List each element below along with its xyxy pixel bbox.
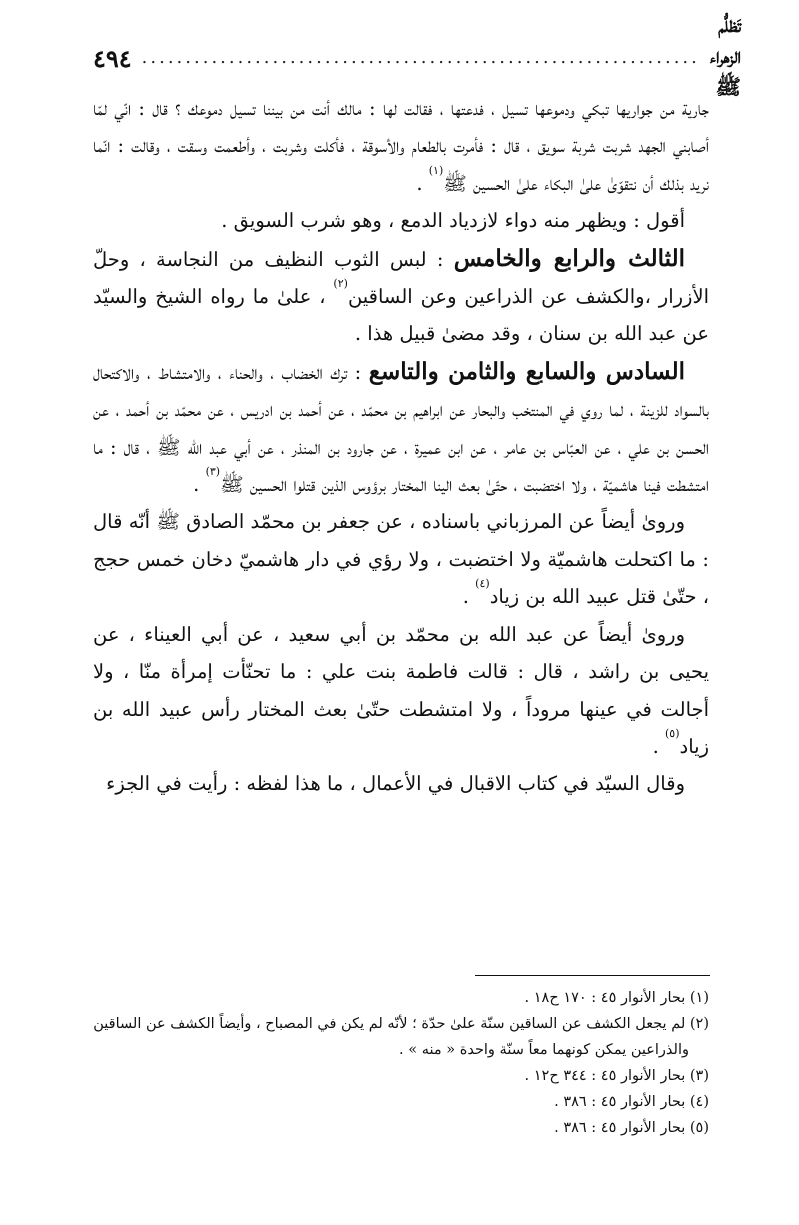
paragraph-text: : ترك الخضاب ، والحناء ، والامتشاط ، والاكتحال بالسواد للزينة ، لما روي في المنتخب والبحار عن ابراهيم بن محمّد ، عن أحمد بن ادريس ، عن محمّد بن أحمد ، عن الحسن بن علي ، عن العبّاس بن عامر ، عن ابن عميرة ، عن جارود بن المنذر ، عن أبي عبد الله ﷺ ، قال : ما امتشطت فينا هاشميّة ، ولا اختضبت ، حتّىٰ بعث الينا المختار برؤوس الذين قتلوا الحسين ﷺ xyxy=(93,360,709,497)
paragraph-tail: ، علىٰ ما رواه الشيخ والسيّد عن عبد الله بن سنان ، وقد مضىٰ قبيل هذا . xyxy=(93,285,709,346)
footnote: (١) بحار الأنوار ٤٥ : ١٧٠ ح١٨ . xyxy=(524,990,709,1006)
footnote-ref: (١) xyxy=(428,163,444,177)
section-lead: الثالث والرابع والخامس xyxy=(453,244,686,272)
paragraph-text: ورویٰ أيضاً عن المرزباني باسناده ، عن جعفر بن محمّد الصادق ﷺ أنّه قال : ما اكتحلت هاشميّة ولا اختضبت ، ولا رؤي في دار هاشميّ دخان خمس حجج ، حتّىٰ قتل عبيد الله بن زياد xyxy=(93,510,709,609)
paragraph xyxy=(93,765,709,802)
footnote: (٥) بحار الأنوار ٤٥ : ٣٨٦ . xyxy=(554,1120,709,1136)
footnote-ref: (٢) xyxy=(333,277,348,291)
paragraph xyxy=(93,616,709,766)
footnote-separator xyxy=(475,975,710,976)
paragraph xyxy=(93,202,709,239)
paragraph-tail: . xyxy=(193,473,206,497)
footnote-ref: (٣) xyxy=(205,465,221,479)
footnote: (٣) بحار الأنوار ٤٥ : ٣٤٤ ح١٢ . xyxy=(524,1068,709,1084)
paragraph-tail: . xyxy=(416,171,429,195)
paragraph-text: جارية من جواريها تبكي ودموعها تسيل ، فدعتها ، فقالت لها : مالك أنت من بيننا تسيل دموعك ؟ قال : انّي لمّا أصابني الجهد شربت شربة سويق ، قال : فأمرت بالطعام والأسوقة ، فأكلت وشربت ، وأطعمت وسقت ، وقالت : انّما نريد بذلك أن نتقوّىٰ علىٰ البكاء علىٰ الحسين ﷺ xyxy=(93,97,709,195)
page-header xyxy=(93,11,742,99)
page-number: ٤٩٤ xyxy=(93,43,132,73)
paragraph-text: وقال السيّد في كتاب الاقبال في الأعمال ، ما هذا لفظه : رأيت في الجزء xyxy=(106,772,685,796)
paragraph-text: أقول : ويظهر منه دواء لازدياد الدمع ، وهو شرب السويق . xyxy=(221,209,685,233)
running-title: تَظلُّم الزهراء ﷺ xyxy=(709,11,742,99)
paragraph xyxy=(93,90,709,202)
footnote: (٢) لم يجعل الكشف عن الساقين سنّة علىٰ حدّة ؛ لأنّه لم يكن في المصباح ، وأيضاً الكشف عن الساقين xyxy=(93,1016,709,1032)
paragraph xyxy=(93,240,709,353)
paragraph-text: : لبس الثوب النظيف من النجاسة ، وحلّ الأزرار ،والكشف عن الذراعين وعن الساقين xyxy=(93,247,709,309)
footnotes xyxy=(93,985,709,1141)
footnote-continuation: والذراعين يمكن كونهما معاً سنّة واحدة « منه » . xyxy=(399,1042,689,1058)
paragraph-tail: . xyxy=(652,734,665,758)
main-text xyxy=(93,90,709,803)
footnote-ref: (٤) xyxy=(475,577,490,591)
header-leader-dots: ................................................................ xyxy=(141,47,700,68)
footnote: (٤) بحار الأنوار ٤٥ : ٣٨٦ . xyxy=(554,1094,709,1110)
section-lead: السادس والسابع والثامن والتاسع xyxy=(368,357,685,385)
paragraph xyxy=(93,353,709,504)
footnote-ref: (٥) xyxy=(665,726,680,740)
paragraph-text: ورویٰ أيضاً عن عبد الله بن محمّد بن أبي سعيد ، عن أبي العيناء ، عن يحيى بن راشد ، قال : قالت فاطمة بنت علي : ما تحنّأت إمرأة منّا ، ولا أجالت في عينها مروداً ، ولا امتشطت حتّىٰ بعث المختار رأس عبيد الله بن زياد xyxy=(93,622,709,758)
paragraph xyxy=(93,503,709,615)
paragraph-tail: . xyxy=(462,585,476,609)
